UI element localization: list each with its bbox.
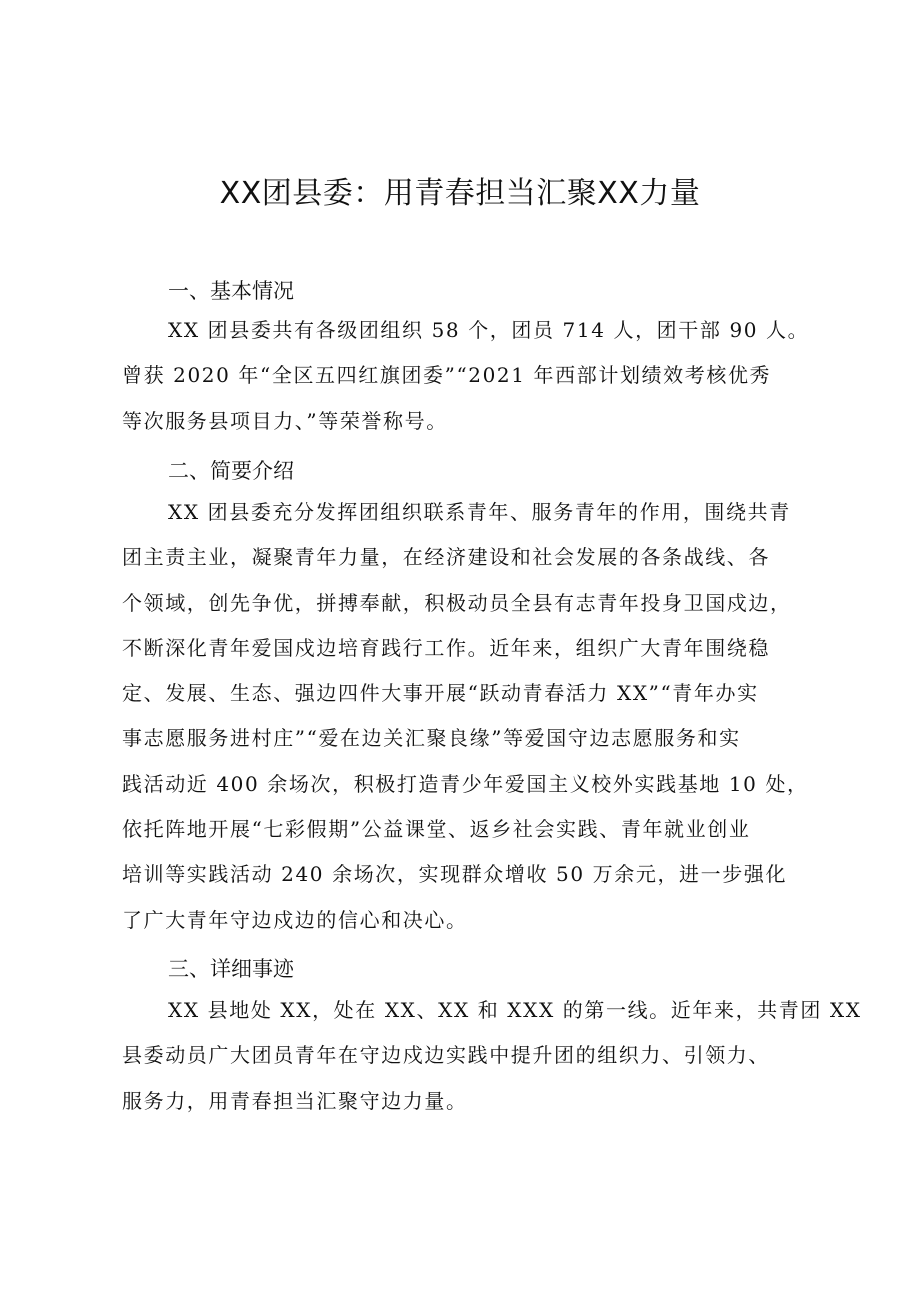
section-heading-intro: 二、简要介绍 [168,459,294,483]
section-heading-details: 三、详细事迹 [168,957,294,981]
paragraph-line: XX 团县委充分发挥团组织联系青年、服务青年的作用，围绕共青 [168,500,791,524]
paragraph-line: 等次服务县项目力、”等荣誉称号。 [122,408,448,433]
paragraph-line: 县委动员广大团员青年在守边戍边实践中提升团的组织力、引领力、 [122,1043,770,1068]
section-paragraph-basic [122,308,827,444]
paragraph-line: XX 县地处 XX，处在 XX、XX 和 XXX 的第一线。近年来，共青团 XX [168,998,862,1022]
paragraph-line: 了广大青年守边戍边的信心和决心。 [122,907,468,932]
paragraph-line: 不断深化青年爱国戍边培育践行工作。近年来，组织广大青年围绕稳 [122,635,770,660]
section-paragraph-details [122,988,862,1124]
paragraph-line: XX 团县委共有各级团组织 58 个，团员 714 人，团干部 90 人。 [168,318,810,342]
paragraph-line: 培训等实践活动 240 余场次，实现群众增收 50 万余元，进一步强化 [122,862,788,887]
paragraph-line: 依托阵地开展“七彩假期”公益课堂、返乡社会实践、青年就业创业 [122,817,751,842]
paragraph-line: 个领域，创先争优，拼搏奉献，积极动员全县有志青年投身卫国戍边， [122,590,792,615]
paragraph-line: 践活动近 400 余场次，积极打造青少年爱国主义校外实践基地 10 处， [122,771,809,796]
section-heading-basic: 一、基本情况 [168,279,294,303]
paragraph-line: 事志愿服务进村庄”“爱在边关汇聚良缘”等爱国守边志愿服务和实 [122,726,741,751]
paragraph-line: 服务力，用青春担当汇聚守边力量。 [122,1088,468,1113]
paragraph-line: 曾获 2020 年“全区五四红旗团委”“2021 年西部计划绩效考核优秀 [122,363,772,388]
section-paragraph-intro [122,490,827,943]
paragraph-line: 团主责主业，凝聚青年力量，在经济建设和社会发展的各条战线、各 [122,545,770,570]
paragraph-line: 定、发展、生态、强边四件大事开展“跃动青春活力 XX”“青年办实 [122,681,759,706]
document-title: XX团县委：用青春担当汇聚XX力量 [219,176,701,211]
